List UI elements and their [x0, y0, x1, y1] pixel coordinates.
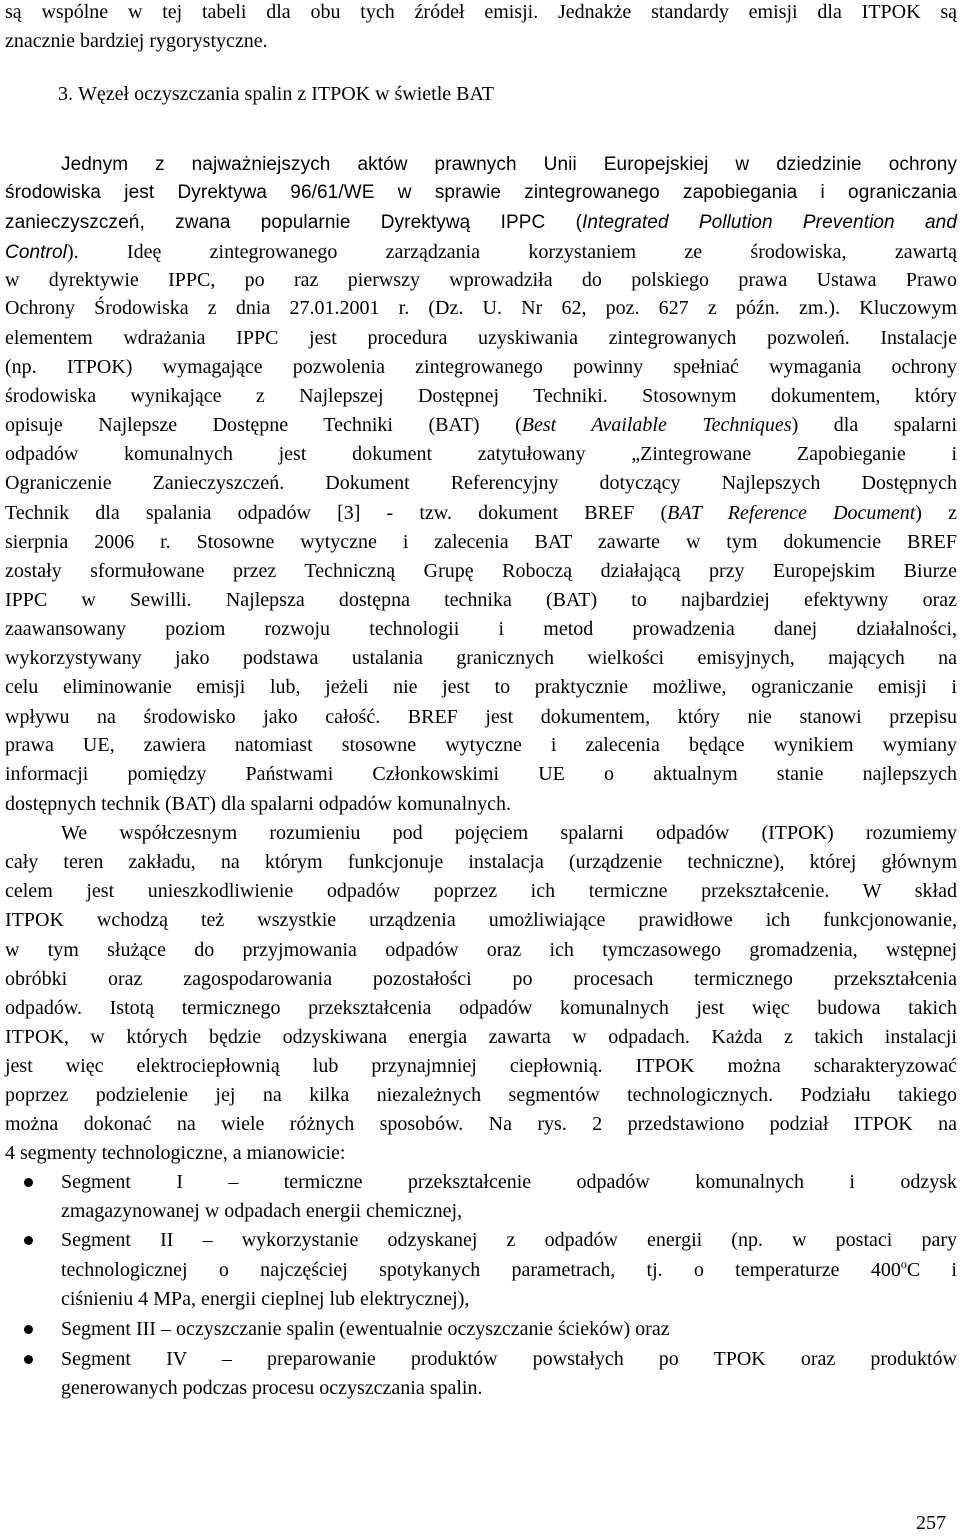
intro-line-1: są wspólne w tej tabeli dla obu tych źródeł emisji. Jednakże standardy emisji dla ITPOK są	[5, 1, 957, 23]
bullet-1-line-2: zmagazynowanej w odpadach energii chemicznej,	[61, 1200, 463, 1222]
bullet-dot-icon	[24, 1236, 33, 1245]
bullet-2-line-2-text: technologicznej o najczęściej spotykanych parametrach, tj. o temperaturze 400	[61, 1259, 901, 1281]
p2-line-11: można dokonać na wiele różnych sposobów. Na rys. 2 przedstawiono podział ITPOK na	[5, 1113, 957, 1135]
section-heading	[58, 80, 494, 108]
bullet-1-line-1: Segment I – termiczne przekształcenie odpadów komunalnych i odzysk	[61, 1171, 957, 1193]
p1-line-21: prawa UE, zawiera natomiast stosowne wytyczne i zalecenia będące wynikiem wymiany	[5, 734, 957, 756]
p1-line-18: wykorzystywany jako podstawa ustalania granicznych wielkości emisyjnych, mających na	[5, 647, 957, 669]
p1-line-10-italic: Best Available Techniques	[521, 414, 792, 436]
p1-line-3	[5, 209, 957, 237]
p2-line-5: w tym służące do przyjmowania odpadów oraz ich tymczasowego gromadzenia, wstępnej	[5, 939, 957, 961]
p1-line-5: w dyrektywie IPPC, po raz pierwszy wprowadziła do polskiego prawa Ustawa Prawo	[5, 269, 957, 291]
bullet-2-line-2-unit: C i	[906, 1259, 957, 1281]
p1-line-4-italic: Control	[5, 242, 67, 263]
p2-line-12: 4 segmenty technologiczne, a mianowicie:	[5, 1142, 346, 1164]
p1-line-22: informacji pomiędzy Państwami Członkowskimi UE o aktualnym stanie najlepszych	[5, 763, 957, 785]
p2-line-9: jest więc elektrociepłownią lub przynajmniej ciepłownią. ITPOK można scharakteryzować	[5, 1055, 957, 1077]
bullet-dot-icon	[24, 1178, 33, 1187]
p1-line-3-text: zanieczyszczeń, zwana popularnie Dyrektywą IPPC (	[5, 212, 583, 233]
p2-line-2: cały teren zakładu, na którym funkcjonuje instalacja (urządzenie techniczne), której głównym	[5, 851, 957, 873]
p1-line-13-text-a: Technik dla spalania odpadów [3] - tzw. dokument BREF (	[5, 502, 668, 524]
p1-line-2: środowiska jest Dyrektywa 96/61/WE w sprawie zintegrowanego zapobiegania i ograniczania	[5, 182, 957, 203]
p1-line-4	[5, 238, 957, 267]
p1-line-13-text-c: ) z	[915, 502, 957, 524]
p2-line-6: obróbki oraz zagospodarowania pozostałości po procesach termicznego przekształcenia	[5, 968, 957, 990]
bullet-dot-icon	[24, 1355, 33, 1364]
p1-line-1: Jednym z najważniejszych aktów prawnych Unii Europejskiej w dziedzinie ochrony	[61, 154, 957, 175]
p1-line-9: środowiska wynikające z Najlepszej Dostępnej Techniki. Stosownym dokumentem, który	[5, 385, 957, 407]
bullet-2-line-3: ciśnieniu 4 MPa, energii cieplnej lub elektrycznej),	[61, 1288, 470, 1310]
bullet-3-line-1: Segment III – oczyszczanie spalin (ewentualnie oczyszczanie ścieków) oraz	[61, 1318, 670, 1340]
p1-line-17: zaawansowany poziom rozwoju technologii i metod prowadzenia danej działalności,	[5, 618, 957, 640]
p1-line-16: IPPC w Sewilli. Najlepsza dostępna technika (BAT) to najbardziej efektywny oraz	[5, 589, 957, 611]
page-number: 257	[916, 1512, 946, 1534]
section-title: Węzeł oczyszczania spalin z ITPOK w świetle BAT	[78, 83, 494, 105]
intro-line-2: znacznie bardziej rygorystyczne.	[5, 30, 268, 52]
p2-line-1: We współczesnym rozumieniu pod pojęciem spalarni odpadów (ITPOK) rozumiemy	[61, 822, 957, 844]
p1-line-4-text: ). Ideę zintegrowanego zarządzania korzystaniem ze środowiska, zawartą	[66, 241, 957, 263]
p1-line-11: odpadów komunalnych jest dokument zatytułowany „Zintegrowane Zapobieganie i	[5, 443, 957, 465]
p1-line-14: sierpnia 2006 r. Stosowne wytyczne i zalecenia BAT zawarte w tym dokumencie BREF	[5, 531, 957, 553]
p1-line-20: wpływu na środowisko jako całość. BREF jest dokumentem, który nie stanowi przepisu	[5, 706, 957, 728]
p1-line-10-text-a: opisuje Najlepsze Dostępne Techniki (BAT) (	[5, 414, 522, 436]
degree-superscript: o	[900, 1257, 907, 1271]
p2-line-4: ITPOK wchodzą też wszystkie urządzenia umożliwiające prawidłowe ich funkcjonowanie,	[5, 909, 957, 931]
section-number: 3.	[58, 83, 73, 105]
p1-line-13	[5, 499, 957, 527]
p2-line-10: poprzez podzielenie jej na kilka niezależnych segmentów technologicznych. Podziału takiego	[5, 1084, 957, 1106]
bullet-dot-icon	[24, 1325, 33, 1334]
p1-line-3-italic: Integrated Pollution Prevention and	[582, 212, 957, 233]
p1-line-15: zostały sformułowane przez Techniczną Grupę Roboczą działającą przy Europejskim Biurze	[5, 560, 957, 582]
p1-line-12: Ograniczenie Zanieczyszczeń. Dokument Referencyjny dotyczący Najlepszych Dostępnych	[5, 472, 957, 494]
p1-line-10	[5, 411, 957, 439]
p2-line-7: odpadów. Istotą termicznego przekształcenia odpadów komunalnych jest więc budowa takich	[5, 997, 957, 1019]
p1-line-13-italic: BAT Reference Document	[667, 502, 916, 524]
p1-line-7: elementem wdrażania IPPC jest procedura uzyskiwania zintegrowanych pozwoleń. Instalacje	[5, 327, 957, 349]
bullet-2-line-1: Segment II – wykorzystanie odzyskanej z odpadów energii (np. w postaci pary	[61, 1229, 957, 1251]
p1-line-19: celu eliminowanie emisji lub, jeżeli nie jest to praktycznie możliwe, ograniczanie emisji i	[5, 676, 957, 698]
p1-line-10-text-c: ) dla spalarni	[791, 414, 958, 436]
p1-line-23: dostępnych technik (BAT) dla spalarni odpadów komunalnych.	[5, 793, 511, 815]
bullet-2-line-2	[61, 1256, 957, 1284]
p2-line-3: celem jest unieszkodliwienie odpadów poprzez ich termiczne przekształcenie. W skład	[5, 880, 957, 902]
p1-line-8: (np. ITPOK) wymagające pozwolenia zintegrowanego powinny spełniać wymagania ochrony	[5, 356, 957, 378]
bullet-4-line-1: Segment IV – preparowanie produktów powstałych po TPOK oraz produktów	[61, 1348, 957, 1370]
bullet-4-line-2: generowanych podczas procesu oczyszczania spalin.	[61, 1377, 483, 1399]
p1-line-6: Ochrony Środowiska z dnia 27.01.2001 r. (Dz. U. Nr 62, poz. 627 z późn. zm.). Kluczowym	[5, 297, 957, 319]
p2-line-8: ITPOK, w których będzie odzyskiwana energia zawarta w odpadach. Każda z takich instalacji	[5, 1026, 957, 1048]
